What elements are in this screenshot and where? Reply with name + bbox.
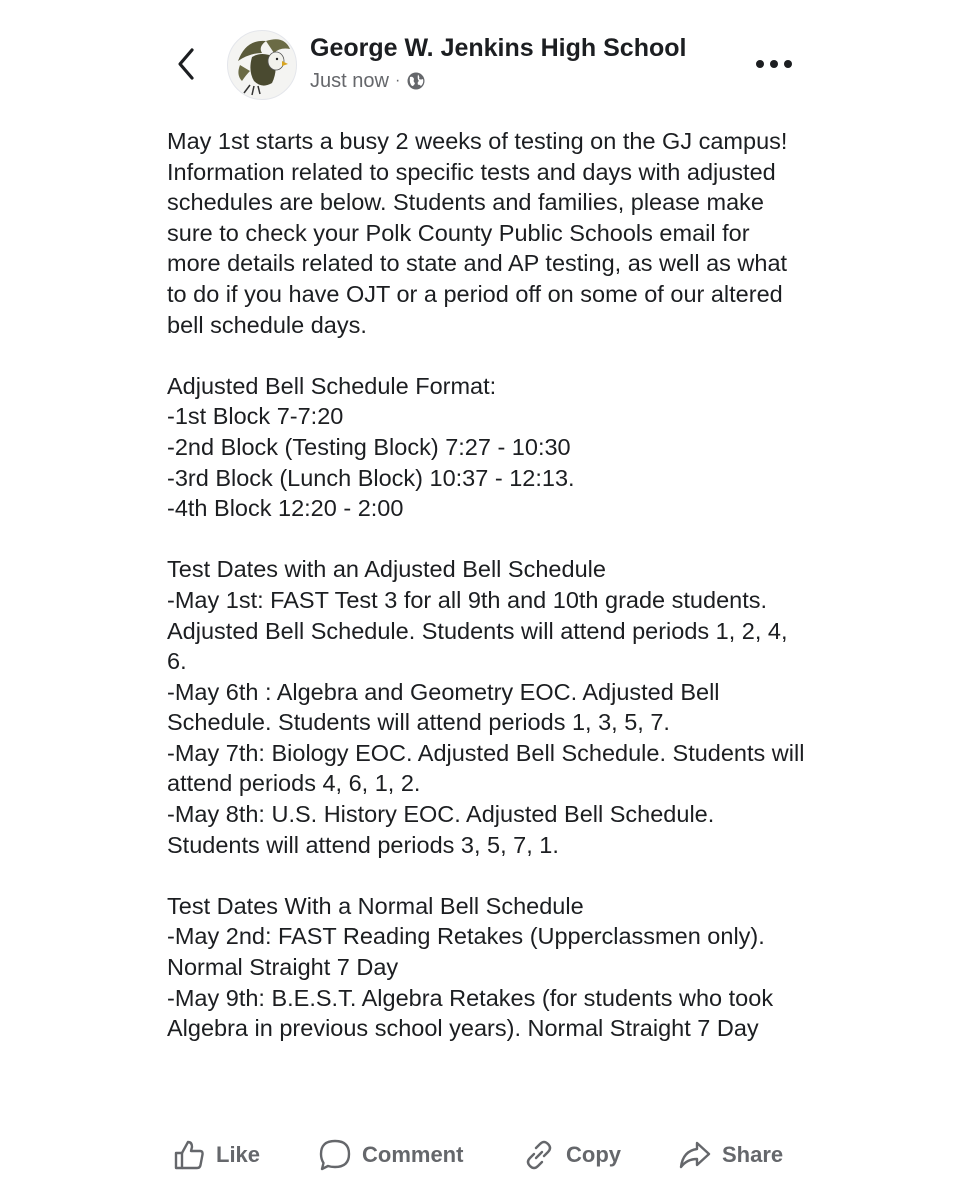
chevron-left-icon <box>175 46 197 82</box>
post-intro: May 1st starts a busy 2 weeks of testing on the GJ campus! Information related to specific tests and days with adjusted schedules are below. Students and families, please make sure to check your Polk County Public Schools email for more details related to state and AP testing, as well as what to do if you have OJT or a period off on some of our altered bell schedule days. <box>167 128 788 338</box>
thumbs-up-icon <box>172 1138 206 1172</box>
eagle-mascot-logo <box>228 31 296 99</box>
post-text <box>167 126 807 1044</box>
post-header <box>0 0 960 110</box>
share-label: Share <box>722 1142 784 1167</box>
copy-link-button[interactable] <box>522 1128 621 1182</box>
comment-label: Comment <box>362 1142 464 1167</box>
bell-schedule-section: Adjusted Bell Schedule Format: -1st Block 7-7:20 -2nd Block (Testing Block) 7:27 - 10:30 -3rd Block (Lunch Block) 10:37 - 12:13. -4th Block 12:20 - 2:00 <box>167 372 575 522</box>
share-arrow-icon <box>678 1138 712 1172</box>
globe-icon <box>406 71 426 91</box>
like-button[interactable] <box>172 1128 260 1182</box>
share-button[interactable] <box>678 1128 783 1182</box>
adjusted-test-dates-section: Test Dates with an Adjusted Bell Schedule -May 1st: FAST Test 3 for all 9th and 10th grade students. Adjusted Bell Schedule. Students will attend periods 1, 2, 4, 6. -May 6th : Algebra and Geometry EOC. Adjusted Bell Schedule. Students will attend periods 1, 3, 5, 7. -May 7th: Biology EOC. Adjusted Bell Schedule. Students will attend periods 4, 6, 1, 2. -May 8th: U.S. History EOC. Adjusted Bell Schedule. Students will attend periods 3, 5, 7, 1. <box>167 556 805 858</box>
copy-label: Copy <box>566 1142 621 1167</box>
back-button[interactable] <box>168 40 204 88</box>
page-name[interactable]: George W. Jenkins High School <box>310 34 687 62</box>
post-meta <box>310 68 426 94</box>
comment-bubble-icon <box>318 1138 352 1172</box>
like-label: Like <box>216 1142 261 1167</box>
link-icon <box>522 1138 556 1172</box>
page-avatar[interactable] <box>227 30 297 100</box>
comment-button[interactable] <box>318 1128 463 1182</box>
more-options-button[interactable] <box>750 44 798 84</box>
meta-separator: · <box>394 72 401 89</box>
normal-test-dates-section: Test Dates With a Normal Bell Schedule -May 2nd: FAST Reading Retakes (Upperclassmen only). Normal Straight 7 Day -May 9th: B.E.S.T. Algebra Retakes (for students who took Algebra in previous school years). Normal Straight 7 Day <box>167 892 774 1042</box>
more-horizontal-icon <box>754 58 794 70</box>
post-action-bar <box>0 1128 960 1182</box>
post-timestamp[interactable]: Just now <box>310 70 389 92</box>
